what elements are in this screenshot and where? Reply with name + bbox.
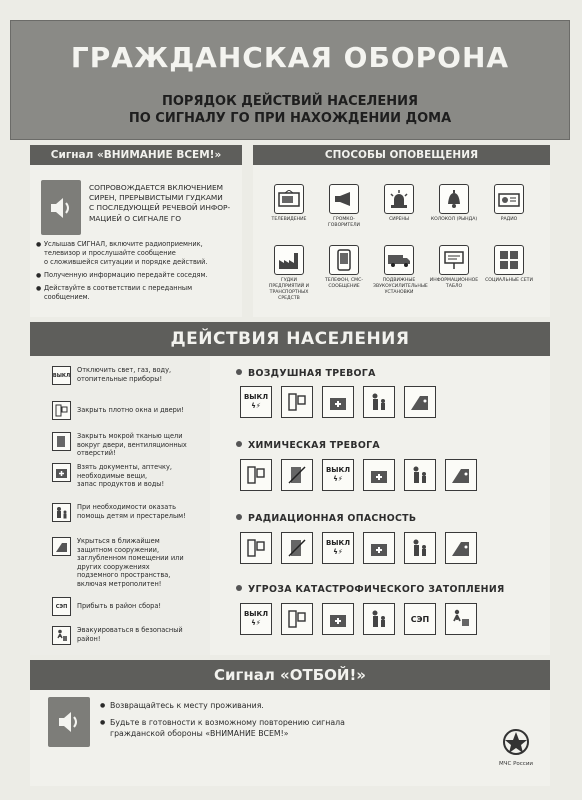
action-text [77,597,161,611]
action-line: защитном сооружении, [77,545,160,554]
phone-icon [329,245,359,275]
actions-title: ДЕЙСТВИЯ НАСЕЛЕНИЯ [30,322,550,356]
alarm-chemical-icons [240,459,477,491]
notify-label: ПОДВИЖНЫЕ ЗВУКОУСИЛИТЕЛЬНЫЕ УСТАНОВКИ [373,278,428,295]
notify-label: СИРЕНЫ [389,217,409,222]
gathering-point-icon: СЭП [52,597,71,616]
instruction-line: сообщением. [44,293,90,301]
notify-label: ГУДКИ ПРЕДПРИЯТИЙ И ТРАНСПОРТНЫХ СРЕДСТВ [268,278,310,301]
action-item [52,597,204,616]
alarm-air-icons [240,386,436,418]
alarm-title-text: ХИМИЧЕСКАЯ ТРЕВОГА [248,440,380,451]
speaker-icon [41,180,81,235]
subtitle-line-1: ПОРЯДОК ДЕЙСТВИЙ НАСЕЛЕНИЯ [161,94,418,109]
notify-label: СОЦИАЛЬНЫЕ СЕТИ [485,278,533,283]
action-line: запас продуктов и воды! [77,480,165,489]
action-item [52,432,204,458]
power-off-icon: ВЫКЛ ϟ⚡ [322,532,354,564]
notify-label: ИНФОРМАЦИОННОЕ ТАБЛО [429,278,479,289]
instruction-line: ● Действуйте в соответствии с переданным [44,284,193,292]
help-people-icon [52,503,71,522]
power-off-icon: ВЫКЛ [52,366,71,385]
poster-header [10,20,570,140]
action-text [77,366,171,383]
loudspeaker-icon [329,184,359,214]
action-line: вокруг двери, вентиляционных [77,440,187,449]
notify-tv [263,184,315,223]
alarm-title-text: ВОЗДУШНАЯ ТРЕВОГА [248,368,376,379]
seal-gaps-icon [281,459,313,491]
bullet-dot-icon [236,369,242,375]
notify-bell [428,184,480,223]
alarm-flood-icons [240,603,477,635]
social-icon [494,245,524,275]
help-people-icon [363,386,395,418]
action-item [52,401,204,420]
clear-line: Возвращайтесь к месту проживания. [110,701,264,710]
action-line: других сооружениях [77,562,150,571]
icon-text: ВЫКЛ [243,393,269,401]
factory-icon [274,245,304,275]
action-item [52,503,204,522]
seal-gaps-icon [52,432,71,451]
icon-text: ВЫКЛ [325,466,351,474]
action-line: Укрыться в ближайшем [77,537,160,545]
radio-icon [494,184,524,214]
action-line: Прибыть в район сбора! [77,602,162,610]
action-text [77,537,184,589]
help-people-icon [404,532,436,564]
notify-label: РАДИО [500,217,518,222]
action-text [77,432,187,458]
alarm-flood-title [236,584,504,595]
notification-title: СПОСОБЫ ОПОВЕЩЕНИЯ [253,145,550,165]
notify-social [483,245,535,284]
action-line: помощь детям и престарелым! [77,511,186,520]
first-aid-kit-icon [363,459,395,491]
action-line: заглубленном помещении или [77,554,184,563]
clear-bullet [100,700,440,711]
first-aid-kit-icon [322,386,354,418]
shelter-icon [404,386,436,418]
siren-icon [384,184,414,214]
instruction-line: ● Услышав СИГНАЛ, включите радиоприемник, [44,240,203,248]
action-item [52,537,204,589]
action-item [52,626,204,645]
mchs-logo-text: МЧС России [499,761,533,767]
help-people-icon [363,603,395,635]
window-door-icon [281,603,313,635]
notify-label: ТЕЛЕФОН, СМС-СООБЩЕНИЕ [324,278,364,289]
signal-clear-title: Сигнал «ОТБОЙ!» [30,660,550,690]
first-aid-kit-icon [52,463,71,482]
action-line: Эвакуироваться в безопасный [77,626,183,634]
gathering-point-icon: СЭП [404,603,436,635]
notify-siren [373,184,425,223]
alarm-radiation-icons [240,532,477,564]
bell-icon [439,184,469,214]
help-people-icon [404,459,436,491]
action-text [77,626,183,643]
mchs-logo [488,727,544,767]
action-line: При необходимости оказать [77,503,176,511]
notify-loudspeaker [318,184,370,229]
notify-factory [263,245,315,302]
instruction-line: о сложившейся ситуации и порядке действий. [44,258,208,266]
action-line: Отключить свет, газ, воду, [77,366,172,374]
desc-line: СИРЕН, ПРЕРЫВИСТЫМИ ГУДКАМИ [89,193,223,203]
action-text [77,463,172,489]
action-line: район! [77,634,101,643]
icon-text: ВЫКЛ [243,610,269,618]
alarm-title-text: РАДИАЦИОННАЯ ОПАСНОСТЬ [248,513,417,524]
action-line: Закрыть мокрой тканью щели [77,432,183,440]
desc-line: С ПОСЛЕДУЮЩЕЙ РЕЧЕВОЙ ИНФОР- [89,203,231,213]
notify-radio [483,184,535,223]
subtitle-line-2: ПО СИГНАЛУ ГО ПРИ НАХОЖДЕНИИ ДОМА [128,111,452,126]
instruction-bullet [36,240,241,267]
alarm-air-title [236,368,376,379]
signal-attention-title: Сигнал «ВНИМАНИЕ ВСЕМ!» [30,145,242,165]
action-item [52,366,204,385]
poster-title: ГРАЖДАНСКАЯ ОБОРОНА [70,41,510,74]
notify-phone [318,245,370,290]
seal-gaps-icon [281,532,313,564]
power-off-icon: ВЫКЛ ϟ⚡ [322,459,354,491]
window-door-icon [281,386,313,418]
instruction-bullet [36,284,241,302]
clear-line: ● Будьте в готовности к возможному повторению сигнала [110,718,345,727]
window-door-icon [240,459,272,491]
window-door-icon [240,532,272,564]
action-line: подземного пространства, [77,571,171,580]
desc-line: СОПРОВОЖДАЕТСЯ ВКЛЮЧЕНИЕМ [89,183,224,192]
truck-icon [384,245,414,275]
first-aid-kit-icon [363,532,395,564]
notify-label: ГРОМКО-ГОВОРИТЕЛИ [328,217,360,228]
alarm-radiation-title [236,513,416,524]
signal-clear-instructions [100,700,440,739]
notify-label: КОЛОКОЛ (РЫНДА) [430,217,478,222]
shelter-icon [445,459,477,491]
notify-billboard [428,245,480,290]
clear-bullet [100,717,440,739]
instruction-line: телевизор и прослушайте сообщение [44,249,176,257]
billboard-icon [439,245,469,275]
action-text [77,503,186,520]
action-line: отопительные приборы! [77,374,163,383]
poster-subtitle [11,93,569,127]
window-door-icon [52,401,71,420]
clear-line: гражданской обороны «ВНИМАНИЕ ВСЕМ!» [110,729,289,738]
signal-attention-description [89,183,239,224]
action-item [52,463,204,489]
evacuate-icon [52,626,71,645]
bullet-dot-icon [236,441,242,447]
signal-attention-instructions [36,240,241,302]
shelter-icon [445,532,477,564]
power-off-icon: ВЫКЛ ϟ⚡ [240,386,272,418]
tv-icon [274,184,304,214]
icon-text: ВЫКЛ [325,539,351,547]
action-line: Закрыть плотно окна и двери! [77,406,184,414]
shelter-icon [52,537,71,556]
alarm-title-text: УГРОЗА КАТАСТРОФИЧЕСКОГО ЗАТОПЛЕНИЯ [248,584,505,595]
desc-line: МАЦИЕЙ О СИГНАЛЕ ГО [89,213,182,223]
action-line: отверстий! [77,449,116,458]
action-line: необходимые вещи, [77,471,148,480]
evacuate-icon [445,603,477,635]
action-text [77,401,184,415]
bullet-dot-icon [236,514,242,520]
speaker-icon [48,697,90,747]
notify-label: ТЕЛЕВИДЕНИЕ [271,217,307,222]
bullet-dot-icon [236,585,242,591]
instruction-bullet [36,271,241,280]
instruction-line: ● Полученную информацию передайте соседям. [44,271,208,279]
action-line: включая метрополитен! [77,579,162,588]
mchs-emblem-icon [501,727,531,757]
power-off-icon: ВЫКЛ ϟ⚡ [240,603,272,635]
action-line: Взять документы, аптечку, [77,463,173,471]
notify-truck [373,245,428,296]
first-aid-kit-icon [322,603,354,635]
alarm-chemical-title [236,440,380,451]
